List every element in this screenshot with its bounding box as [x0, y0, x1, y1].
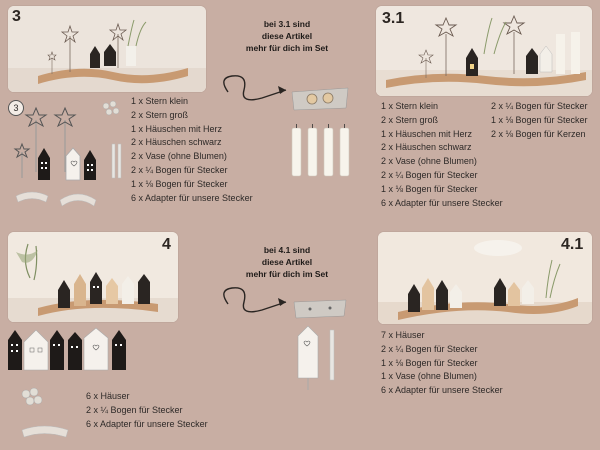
components-set-3 [10, 100, 130, 210]
list-item: 1 x Vase (ohne Blumen) [381, 371, 477, 382]
item-list-set-4 [86, 390, 208, 431]
list-item: 1 x Häuschen mit Herz [131, 123, 223, 134]
list-item: 6 x Adapter für unsere Stecker [381, 385, 503, 396]
list-item: 2 x Häuschen schwarz [131, 137, 222, 148]
list-item: 2 x Vase (ohne Blumen) [131, 151, 227, 162]
photo-set-3-1 [376, 6, 592, 96]
houses-set-4 [6, 326, 136, 376]
list-item: 6 x Adapter für unsere Stecker [86, 418, 208, 429]
list-item: 2 x ¼ Bogen für Stecker [381, 169, 478, 180]
house-and-vase-image [296, 322, 356, 392]
item-list-set-3 [131, 95, 253, 205]
set-number-3-1: 3.1 [382, 10, 405, 27]
item-list-set-4-1 [381, 329, 503, 398]
list-item: 6 x Adapter für unsere Stecker [381, 197, 503, 208]
list-item: 1 x ⅛ Bogen für Stecker [131, 178, 228, 189]
list-item: 2 x ¼ Bogen für Stecker [491, 101, 588, 111]
list-item: 6 x Häuser [86, 391, 130, 401]
photo-set-4-1 [378, 232, 592, 324]
set-number-4-1: 4.1 [561, 236, 584, 253]
arc-piece-image [290, 298, 350, 320]
item-list-set-3-1-right [491, 100, 588, 141]
set-number-3: 3 [12, 8, 21, 25]
list-item: 2 x ¼ Bogen für Stecker [86, 404, 183, 415]
photo-set-3-1-image [376, 6, 592, 96]
upgrade-note-3-1: bei 3.1 sind diese Artikel mehr für dich im Set [245, 19, 329, 53]
list-item: 2 x ⅛ Bogen für Kerzen [491, 128, 586, 139]
list-item: 1 x Stern klein [131, 96, 189, 106]
adapters-and-arc-set-4 [14, 384, 84, 440]
list-item: 1 x ⅛ Bogen für Stecker [381, 183, 478, 194]
list-item: 2 x ¼ Bogen für Stecker [131, 164, 228, 175]
photo-set-4-image [8, 232, 178, 322]
upgrade-note-4-1: bei 4.1 sind diese Artikel mehr für dich im Set [245, 245, 329, 279]
list-item: 6 x Adapter für unsere Stecker [131, 192, 253, 203]
set-number-4: 4 [162, 236, 171, 253]
photo-set-4 [8, 232, 178, 322]
circle-number-3: 3 [8, 100, 24, 116]
list-item: 2 x ¼ Bogen für Stecker [381, 343, 478, 354]
photo-set-4-1-image [378, 232, 592, 324]
list-item: 1 x Häuschen mit Herz [381, 128, 473, 139]
photo-set-3 [8, 6, 206, 92]
list-item: 1 x ⅛ Bogen für Stecker [381, 357, 478, 368]
list-item: 2 x Häuschen schwarz [381, 142, 472, 153]
photo-set-3-image [8, 6, 206, 92]
list-item: 2 x Stern groß [131, 109, 189, 120]
item-list-set-3-1-left [381, 100, 503, 210]
list-item: 1 x Stern klein [381, 101, 439, 111]
list-item: 2 x Stern groß [381, 114, 439, 125]
list-item: 7 x Häuser [381, 330, 425, 340]
candle-holder-arc-image [288, 86, 352, 112]
list-item: 2 x Vase (ohne Blumen) [381, 156, 477, 167]
candles-image [286, 124, 354, 180]
list-item: 1 x ⅛ Bogen für Stecker [491, 114, 588, 125]
